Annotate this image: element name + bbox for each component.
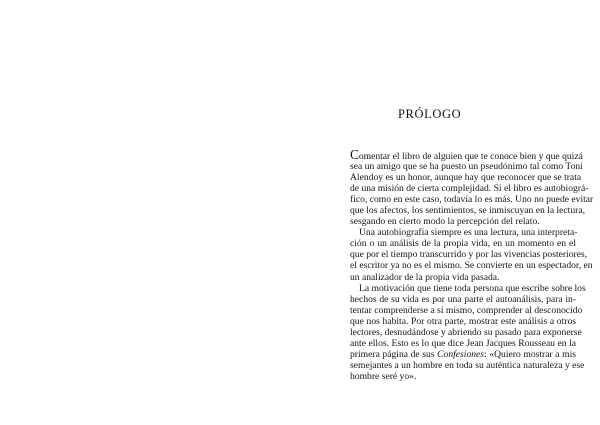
text-line: Una autobiografía siempre es una lectura, una interpreta-	[359, 227, 578, 239]
text-line: el escritor ya no es el mismo. Se convierte en un espectador, en	[350, 260, 593, 272]
text-line	[350, 349, 576, 360]
text-line: hombre seré yo».	[350, 370, 417, 382]
text-line: Alendoy es un honor, aunque hay que reconocer que se trata	[350, 172, 582, 184]
text-line: que los afectos, los sentimientos, se inmiscuyan en la lectura,	[350, 205, 585, 217]
text-line: sea un amigo que se ha puesto un pseudónimo tal como Toni	[350, 161, 583, 173]
text-line: ción o un análisis de la propia vida, en un momento en el	[350, 238, 576, 250]
text-line: semejantes a un hombre en toda su auténtica naturaleza y ese	[350, 359, 585, 371]
text-line: lectores, desnudándose y abriendo su pasado para exponerse	[350, 326, 582, 338]
prologue-text	[350, 147, 594, 382]
line-text: : «Quiero mostrar a mis	[484, 348, 576, 360]
text-line: hechos de su vida es por una parte el autoanálisis, para in-	[350, 293, 576, 305]
text-line: ante ellos. Esto es lo que dice Jean Jacques Rousseau en la	[350, 337, 576, 349]
text-line: de una misión de cierta complejidad. Si el libro es autobiográ-	[350, 183, 589, 195]
text-line: tentar comprenderse a sí mismo, comprender al desconocido	[350, 304, 583, 316]
book-title-italic: Confesiones	[437, 348, 485, 360]
text-line: sesgando en cierto modo la percepción del relato.	[350, 216, 540, 228]
text-line: que por el tiempo transcurrido y por las vivencias posteriores,	[350, 249, 588, 261]
line-text: primera página de sus	[350, 348, 438, 360]
text-line: un analizador de la propia vida pasada.	[350, 271, 500, 283]
text-line	[350, 147, 583, 162]
line-text: omentar el libro de alguien que te conoce bien y que quizá	[358, 151, 583, 162]
drop-cap: C	[350, 147, 359, 162]
text-line: fico, como en este caso, todavía lo es más. Uno no puede evitar	[350, 194, 594, 206]
text-line: La motivación que tiene toda persona que escribe sobre los	[359, 282, 586, 294]
chapter-title: PRÓLOGO	[398, 107, 462, 121]
text-line: que nos habita. Por otra parte, mostrar este análisis a otros	[350, 315, 576, 327]
